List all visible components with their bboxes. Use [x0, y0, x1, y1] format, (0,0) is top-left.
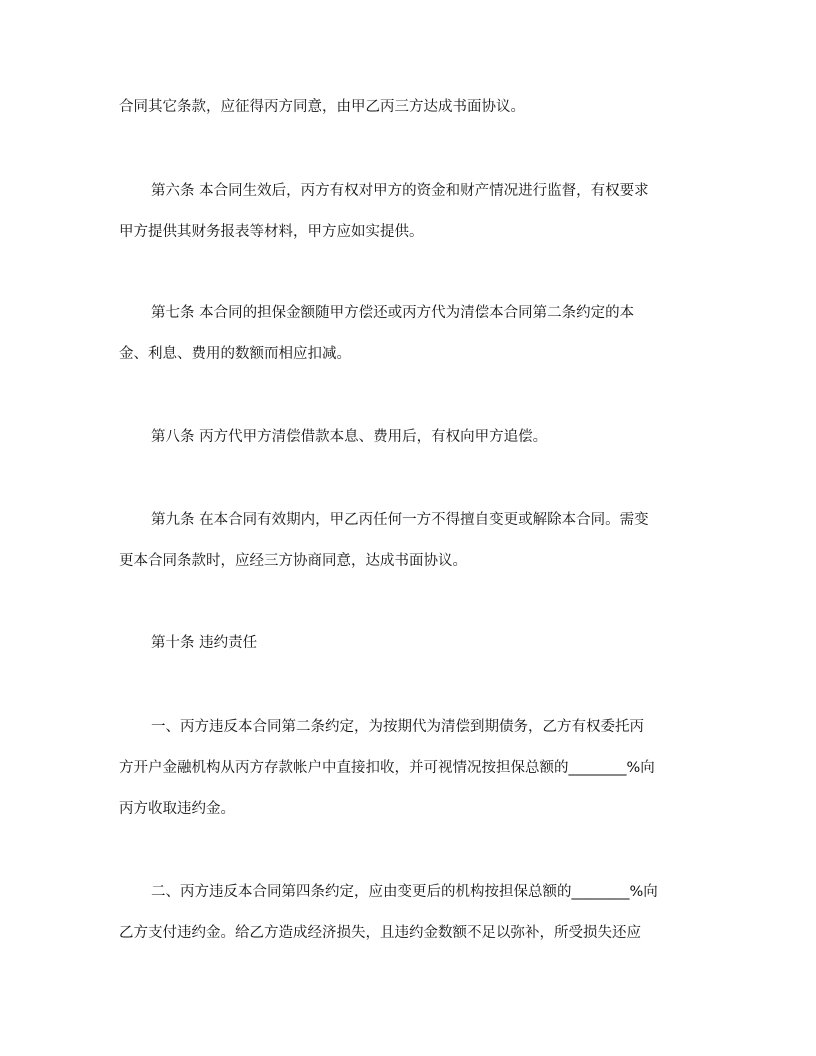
item-1-line-2: 方开户金融机构从丙方存款帐户中直接扣收，并可视情况按担保总额的________%向 — [119, 760, 655, 776]
clause-6-line-2: 甲方提供其财务报表等材料，甲方应如实提供。 — [119, 224, 424, 240]
clause-10-heading: 第十条 违约责任 — [151, 635, 258, 651]
clause-8-line-1: 第八条 丙方代甲方清偿借款本息、费用后，有权向甲方追偿。 — [151, 429, 548, 445]
item-2-line-2: 乙方支付违约金。给乙方造成经济损失，且违约金数额不足以弥补，所受损失还应 — [119, 925, 641, 941]
clause-9-line-2: 更本合同条款时，应经三方协商同意，达成书面协议。 — [119, 553, 467, 569]
item-1-line-3: 丙方收取违约金。 — [119, 801, 235, 817]
clause-7-line-2: 金、利息、费用的数额而相应扣减。 — [119, 346, 351, 362]
item-1-line-1: 一、丙方违反本合同第二条约定，为按期代为清偿到期债务，乙方有权委托丙 — [151, 719, 644, 735]
text-line: 合同其它条款，应征得丙方同意，由甲乙丙三方达成书面协议。 — [119, 99, 525, 115]
clause-6-line-1: 第六条 本合同生效后，丙方有权对甲方的资金和财产情况进行监督，有权要求 — [151, 183, 649, 199]
clause-9-line-1: 第九条 在本合同有效期内，甲乙丙任何一方不得擅自变更或解除本合同。需变 — [151, 512, 649, 528]
item-2-line-1: 二、丙方违反本合同第四条约定，应由变更后的机构按担保总额的________%向 — [151, 884, 658, 900]
clause-7-line-1: 第七条 本合同的担保金额随甲方偿还或丙方代为清偿本合同第二条约定的本 — [151, 305, 635, 321]
